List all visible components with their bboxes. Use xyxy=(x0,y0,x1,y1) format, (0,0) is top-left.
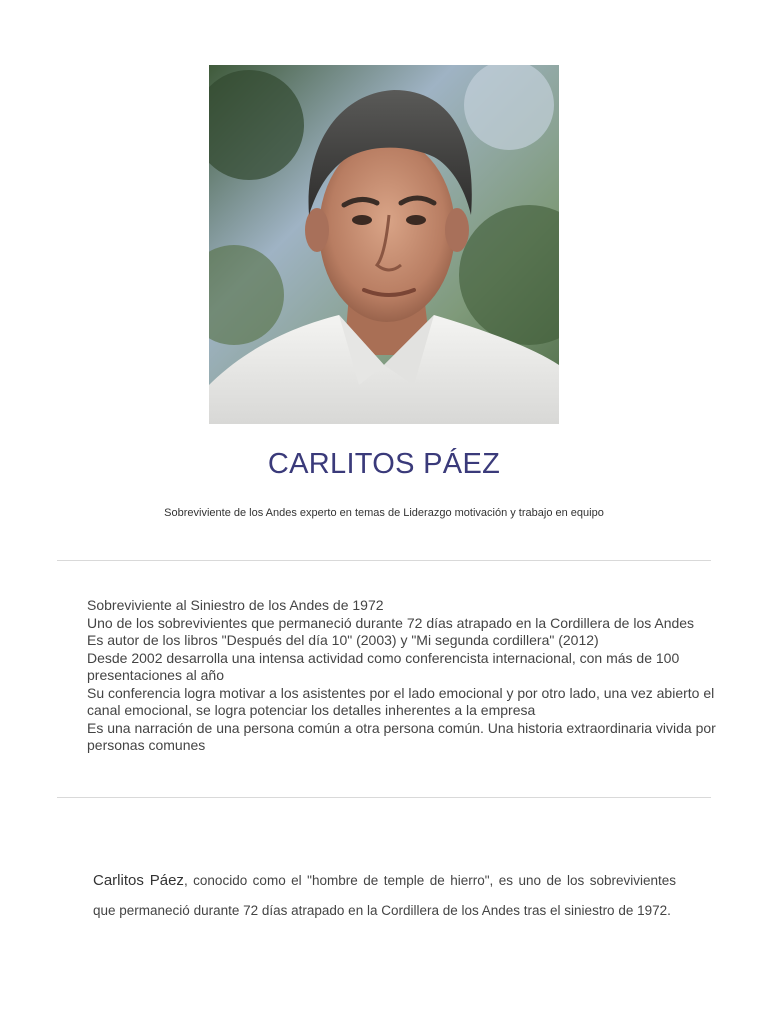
divider xyxy=(57,797,711,798)
highlight-item: Es una narración de una persona común a otra persona común. Una historia extraordinaria vivida por personas comunes xyxy=(87,719,716,753)
highlight-item: Su conferencia logra motivar a los asistentes por el lado emocional y por otro lado, una vez abierto el canal emocional, se logra potenciar los detalles inherentes a la empresa xyxy=(87,684,715,718)
highlight-item: Desde 2002 desarrolla una intensa actividad como conferencista internacional, con más de 100 presentaciones al año xyxy=(87,649,680,683)
speaker-name: CARLITOS PÁEZ xyxy=(267,448,501,480)
portrait-photo xyxy=(209,65,559,424)
speaker-subtitle: Sobreviviente de los Andes experto en temas de Liderazgo motivación y trabajo en equipo xyxy=(164,507,604,519)
bio-paragraph xyxy=(93,866,676,926)
divider xyxy=(57,560,711,561)
highlight-item: Sobreviviente al Siniestro de los Andes de 1972 xyxy=(87,597,384,613)
bio-text: , conocido como el "hombre de temple de hierro", es uno de los sobrevivientes que permaneció durante 72 días atrapado en la Cordillera de los Andes tras el siniestro de 1972. xyxy=(93,873,677,918)
highlight-item: Uno de los sobrevivientes que permaneció durante 72 días atrapado en la Cordillera de los Andes xyxy=(87,614,695,631)
bio-name: Carlitos Páez xyxy=(93,872,184,889)
highlights-list xyxy=(87,597,719,755)
highlight-item: Es autor de los libros "Después del día 10" (2003) y "Mi segunda cordillera" (2012) xyxy=(87,632,599,648)
